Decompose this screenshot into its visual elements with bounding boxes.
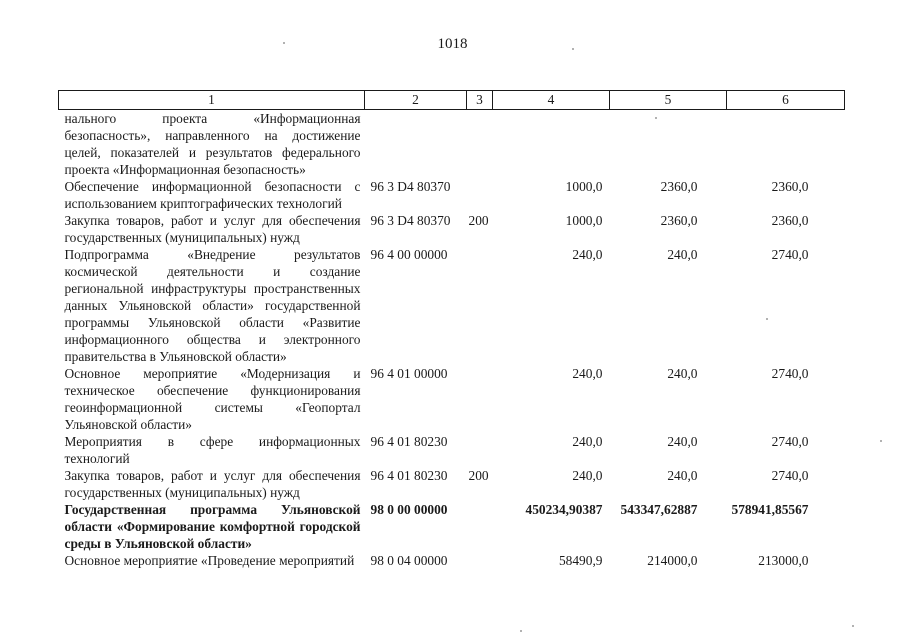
amount-year-3: 2740,0 bbox=[771, 366, 809, 381]
scan-speck bbox=[852, 625, 854, 627]
amount-year-2: 240,0 bbox=[667, 366, 698, 381]
scan-speck bbox=[880, 440, 882, 442]
target-article-code: 98 0 04 00000 bbox=[370, 553, 448, 568]
table-row bbox=[59, 467, 845, 501]
amount-year-1: 240,0 bbox=[572, 434, 603, 449]
scan-speck bbox=[655, 117, 657, 119]
scan-speck bbox=[283, 42, 285, 44]
scan-speck bbox=[520, 630, 522, 632]
expense-type-code bbox=[467, 365, 493, 433]
column-header-1: 1 bbox=[59, 91, 365, 110]
amount-year-3: 2740,0 bbox=[771, 247, 809, 262]
expense-type-code bbox=[467, 178, 493, 212]
target-article-code: 96 4 01 00000 bbox=[370, 366, 448, 381]
table-row bbox=[59, 552, 845, 569]
item-name: Основное мероприятие «Проведение мероприятий bbox=[64, 553, 355, 568]
table-row bbox=[59, 365, 845, 433]
amount-year-2: 2360,0 bbox=[660, 213, 698, 228]
target-article-code: 98 0 00 00000 bbox=[370, 502, 448, 517]
expense-type-code bbox=[467, 246, 493, 365]
table-row bbox=[59, 212, 845, 246]
item-name: Мероприятия в сфере информационных технологий bbox=[64, 434, 361, 466]
amount-year-3: 578941,85567 bbox=[731, 502, 809, 517]
expense-type-code: 200 bbox=[468, 213, 489, 228]
table-body bbox=[59, 110, 845, 570]
target-article-code: 96 4 00 00000 bbox=[370, 247, 448, 262]
amount-year-2 bbox=[610, 110, 727, 179]
amount-year-3: 213000,0 bbox=[758, 553, 809, 568]
amount-year-2: 240,0 bbox=[667, 468, 698, 483]
expense-type-code bbox=[467, 501, 493, 552]
amount-year-3 bbox=[727, 110, 845, 179]
expense-type-code bbox=[467, 433, 493, 467]
amount-year-1: 450234,90387 bbox=[525, 502, 603, 517]
item-name: Закупка товаров, работ и услуг для обеспечения государственных (муниципальных) нужд bbox=[64, 468, 361, 500]
amount-year-2: 2360,0 bbox=[660, 179, 698, 194]
target-article-code bbox=[365, 110, 467, 179]
scan-speck bbox=[766, 318, 768, 320]
item-name: Закупка товаров, работ и услуг для обеспечения государственных (муниципальных) нужд bbox=[64, 213, 361, 245]
amount-year-3: 2740,0 bbox=[771, 434, 809, 449]
amount-year-1: 1000,0 bbox=[565, 213, 603, 228]
amount-year-2: 543347,62887 bbox=[620, 502, 698, 517]
amount-year-3: 2360,0 bbox=[771, 213, 809, 228]
target-article-code: 96 4 01 80230 bbox=[370, 468, 448, 483]
table-row bbox=[59, 178, 845, 212]
amount-year-1: 240,0 bbox=[572, 468, 603, 483]
amount-year-1: 240,0 bbox=[572, 366, 603, 381]
amount-year-2: 240,0 bbox=[667, 247, 698, 262]
expense-type-code bbox=[467, 552, 493, 569]
column-header-4: 4 bbox=[493, 91, 610, 110]
amount-year-3: 2360,0 bbox=[771, 179, 809, 194]
amount-year-1: 58490,9 bbox=[558, 553, 603, 568]
item-name: Обеспечение информационной безопасности с использованием криптографических технологий bbox=[64, 179, 361, 211]
table-row bbox=[59, 433, 845, 467]
amount-year-2: 240,0 bbox=[667, 434, 698, 449]
item-name: Государственная программа Ульяновской области «Формирование комфортной городской среды в Ульяновской области» bbox=[64, 502, 361, 551]
column-header-2: 2 bbox=[365, 91, 467, 110]
column-header-5: 5 bbox=[610, 91, 727, 110]
table-row bbox=[59, 501, 845, 552]
expense-type-code bbox=[467, 110, 493, 179]
target-article-code: 96 4 01 80230 bbox=[370, 434, 448, 449]
amount-year-1 bbox=[493, 110, 610, 179]
budget-table bbox=[58, 90, 845, 569]
amount-year-3: 2740,0 bbox=[771, 468, 809, 483]
scan-speck bbox=[572, 48, 574, 50]
column-header-6: 6 bbox=[727, 91, 845, 110]
page-number: 1018 bbox=[437, 36, 468, 52]
target-article-code: 96 3 D4 80370 bbox=[370, 179, 451, 194]
amount-year-1: 240,0 bbox=[572, 247, 603, 262]
item-name: Основное мероприятие «Модернизация и техническое обеспечение функционирования геоинформационной системы «Геопортал Ульяновской области» bbox=[64, 366, 361, 432]
column-header-3: 3 bbox=[467, 91, 493, 110]
amount-year-1: 1000,0 bbox=[565, 179, 603, 194]
expense-type-code: 200 bbox=[468, 468, 489, 483]
item-name: нального проекта «Информационная безопасность», направленного на достижение целей, показателей и результатов федерального проекта «Информационная безопасность» bbox=[64, 111, 361, 177]
column-number-row bbox=[59, 91, 845, 110]
table-row bbox=[59, 110, 845, 179]
amount-year-2: 214000,0 bbox=[647, 553, 698, 568]
table-row bbox=[59, 246, 845, 365]
target-article-code: 96 3 D4 80370 bbox=[370, 213, 451, 228]
item-name: Подпрограмма «Внедрение результатов космической деятельности и создание региональной инфраструктуры пространственных данных Ульяновской области» государственной программы Ульяновской области «Развитие информационного общества и электронного правительства в Ульяновской области» bbox=[64, 247, 361, 364]
